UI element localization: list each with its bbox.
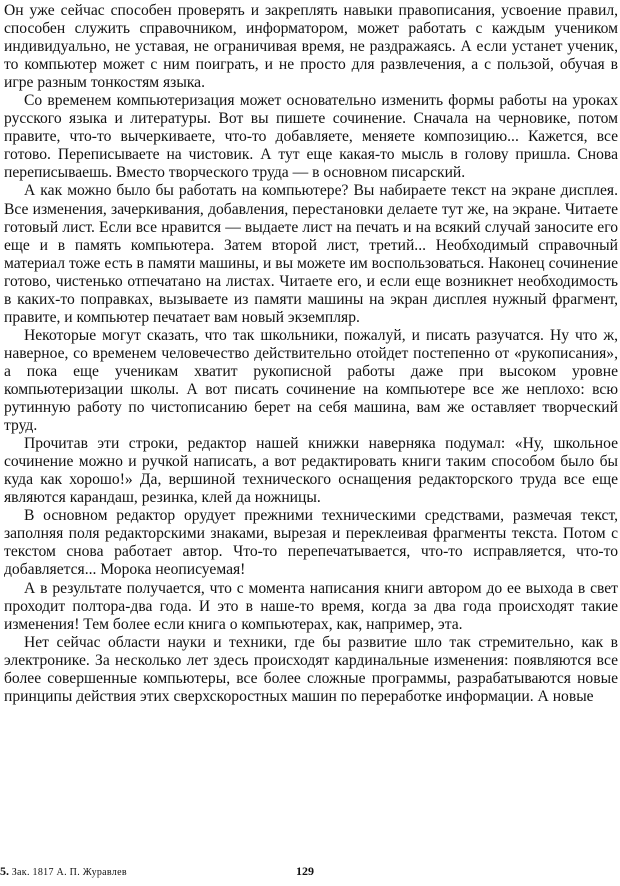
signature-number: 5.	[0, 864, 9, 878]
paragraph-6: В основном редактор орудует прежними техническими средствами, размечая текст, заполняя поля редакторскими знаками, вырезая и переклеивая фрагменты текста. Потом с текстом снова работает автор. Что-то перепечатывается, что-то исправляется, что-то добавляется... Морока неописуемая!	[4, 507, 618, 579]
page-footer	[0, 861, 620, 881]
page-number: 129	[296, 864, 314, 878]
paragraph-3: А как можно было бы работать на компьютере? Вы набираете текст на экране дисплея. Все изменения, зачеркивания, добавления, перестановки делаете тут же, на экране. Читаете готовый лист. Если все нравится — выдаете лист на печать и на всякий случай заносите его еще и в память компьютера. Затем второй лист, третий... Необходимый справочный материал тоже есть в памяти машины, и вы можете им воспользоваться. Наконец сочинение готово, чистенько отпечатано на листах. Читаете его, и если еще возникнет необходимость в каких-то поправках, вызываете из памяти машины на экран дисплея нужный фрагмент, правите, и компьютер печатает вам новый экземпляр.	[4, 182, 618, 326]
signature-text: Зак. 1817 А. П. Журавлев	[11, 867, 127, 878]
printer-signature	[0, 861, 127, 883]
paragraph-4: Некоторые могут сказать, что так школьники, пожалуй, и писать разучатся. Ну что ж, наверное, со временем человечество действительно отойдет постепенно от «рукописания», а пока еще ученикам хватит рукописной работы даже при высоком уровне компьютеризации школы. А вот писать сочинение на компьютере все же неплохо: всю рутинную работу по чистописанию берет на себя машина, вам же оставляет творческий труд.	[4, 326, 618, 435]
paragraph-8: Нет сейчас области науки и техники, где бы развитие шло так стремительно, как в электронике. За несколько лет здесь происходят кардинальные изменения: появляются все более совершенные компьютеры, все более сложные программы, разрабатываются новые принципы действия этих сверхскоростных машин по переработке информации. А новые	[4, 633, 618, 705]
body-text	[4, 2, 618, 706]
paragraph-1: Он уже сейчас способен проверять и закреплять навыки правописания, усвоение правил, способен служить справочником, информатором, может работать с каждым учеником индивидуально, не уставая, не ограничивая время, не раздражаясь. А если устанет ученик, то компьютер может с ним поиграть, и не просто для развлечения, а с пользой, обучая в игре разным тонкостям языка.	[4, 2, 618, 92]
paragraph-5: Прочитав эти строки, редактор нашей книжки наверняка подумал: «Ну, школьное сочинение можно и ручкой написать, а вот редактировать книги таким способом было бы куда как хорошо!» Да, вершиной технического оснащения редакторского труда все еще являются карандаш, резинка, клей да ножницы.	[4, 435, 618, 507]
paragraph-2: Со временем компьютеризация может основательно изменить формы работы на уроках русского языка и литературы. Вот вы пишете сочинение. Сначала на черновике, потом правите, что-то вычеркиваете, что-то добавляете, меняете композицию... Кажется, все готово. Переписываете на чистовик. А тут еще какая-то мысль в голову пришла. Снова переписываешь. Вместо творческого труда — в основном писарский.	[4, 92, 618, 182]
paragraph-7: А в результате получается, что с момента написания книги автором до ее выхода в свет проходит полтора-два года. И это в наше-то время, когда за два года происходят такие изменения! Тем более если книга о компьютерах, как, например, эта.	[4, 579, 618, 633]
